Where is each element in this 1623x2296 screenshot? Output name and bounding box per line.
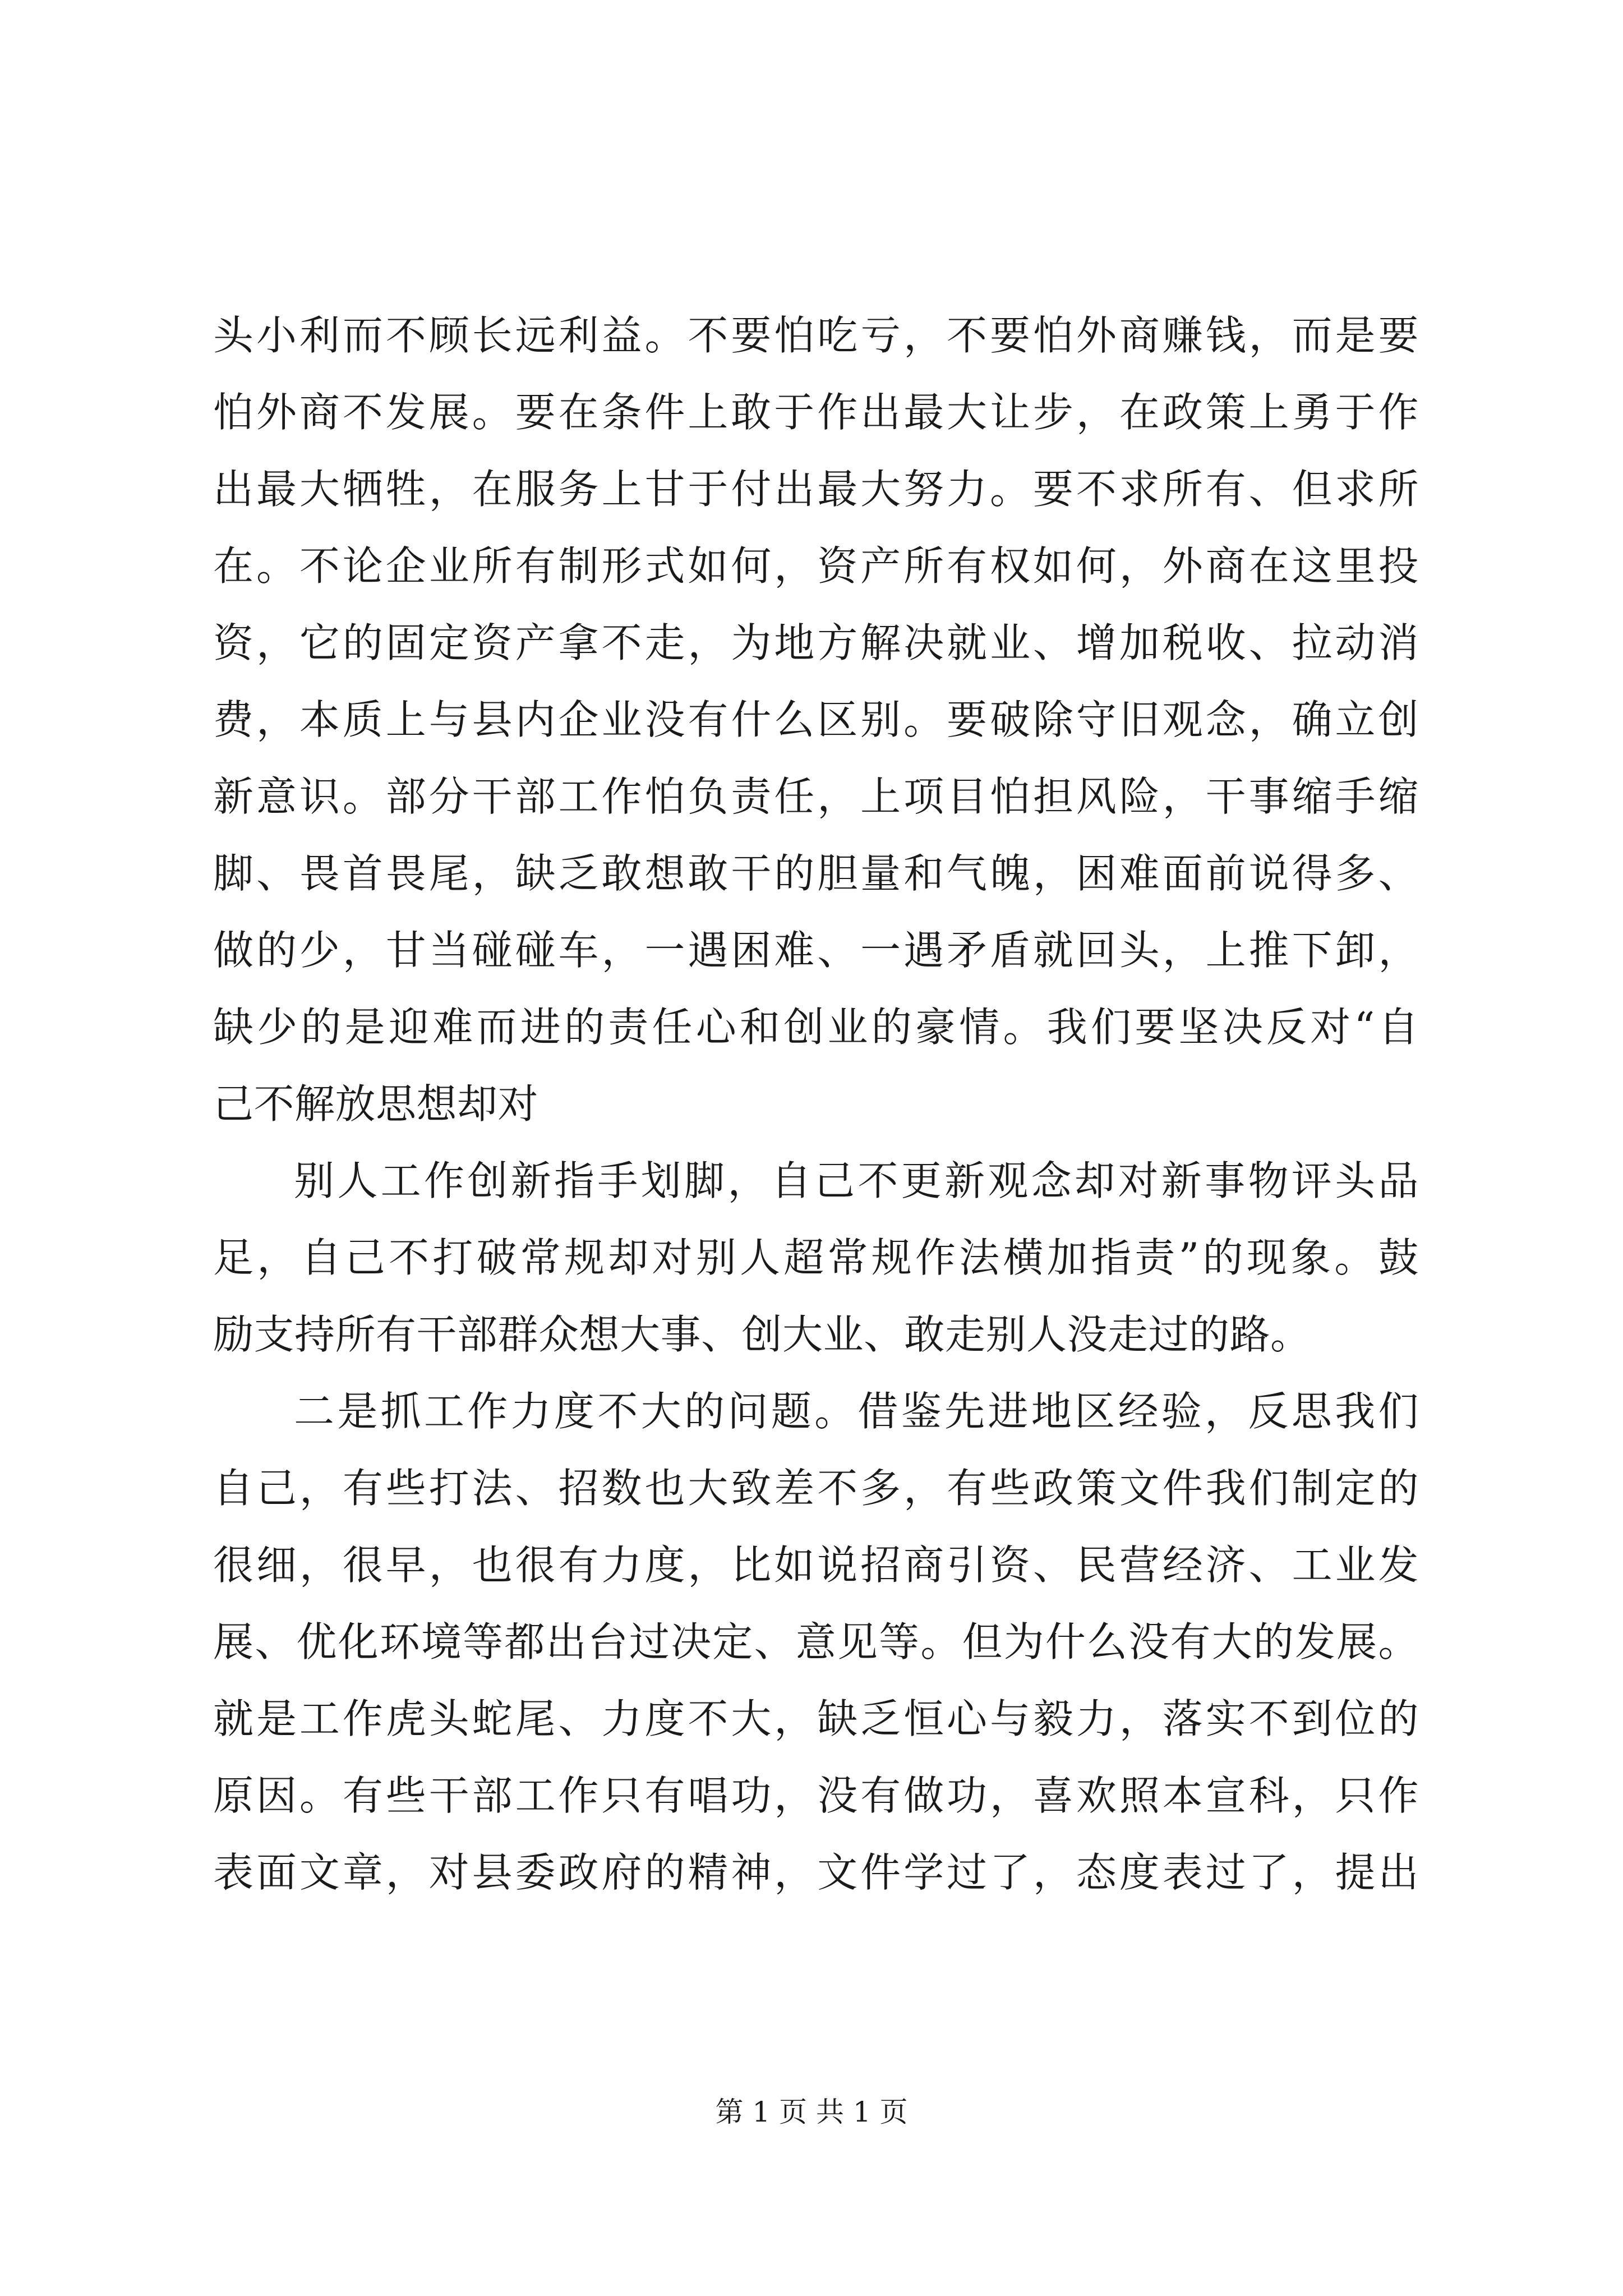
text-line: 自己，有些打法、招数也大致差不多，有些政策文件我们制定的 (213, 1465, 1419, 1512)
text-line: 励支持所有干部群众想大事、创大业、敢走别人没走过的路。 (213, 1311, 1311, 1358)
document-body (213, 297, 1419, 1911)
text-line: 费，本质上与县内企业没有什么区别。要破除守旧观念，确立创 (213, 696, 1419, 743)
text-line: 展、优化环境等都出台过决定、意见等。但为什么没有大的发展。 (213, 1618, 1419, 1665)
text-line: 新意识。部分干部工作怕负责任，上项目怕担风险，干事缩手缩 (213, 773, 1419, 820)
text-line: 表面文章，对县委政府的精神，文件学过了，态度表过了，提出 (213, 1849, 1419, 1896)
text-line: 缺少的是迎难而进的责任心和创业的豪情。我们要坚决反对“自 (213, 1004, 1419, 1051)
text-line: 很细，很早，也很有力度，比如说招商引资、民营经济、工业发 (213, 1542, 1419, 1589)
text-line: 就是工作虎头蛇尾、力度不大，缺乏恒心与毅力，落实不到位的 (213, 1695, 1419, 1742)
text-line: 原因。有些干部工作只有唱功，没有做功，喜欢照本宣科，只作 (213, 1772, 1419, 1819)
text-line: 己不解放思想却对 (213, 1080, 539, 1128)
text-line: 头小利而不顾长远利益。不要怕吃亏，不要怕外商赚钱，而是要 (213, 312, 1419, 359)
text-line: 足，自己不打破常规却对别人超常规作法横加指责”的现象。鼓 (213, 1234, 1419, 1281)
page-number-label: 第 1 页 共 1 页 (715, 2096, 908, 2128)
text-line: 怕外商不发展。要在条件上敢于作出最大让步，在政策上勇于作 (213, 389, 1419, 436)
text-line: 做的少，甘当碰碰车，一遇困难、一遇矛盾就回头，上推下卸， (213, 927, 1419, 974)
text-line: 脚、畏首畏尾，缺乏敢想敢干的胆量和气魄，困难面前说得多、 (213, 850, 1419, 897)
page-footer (0, 2095, 1623, 2129)
text-line: 在。不论企业所有制形式如何，资产所有权如何，外商在这里投 (213, 542, 1419, 590)
text-line: 二是抓工作力度不大的问题。借鉴先进地区经验，反思我们 (294, 1388, 1419, 1435)
text-line: 别人工作创新指手划脚，自己不更新观念却对新事物评头品 (294, 1157, 1419, 1204)
text-line: 出最大牺牲，在服务上甘于付出最大努力。要不求所有、但求所 (213, 466, 1419, 513)
text-line: 资，它的固定资产拿不走，为地方解决就业、增加税收、拉动消 (213, 619, 1419, 666)
